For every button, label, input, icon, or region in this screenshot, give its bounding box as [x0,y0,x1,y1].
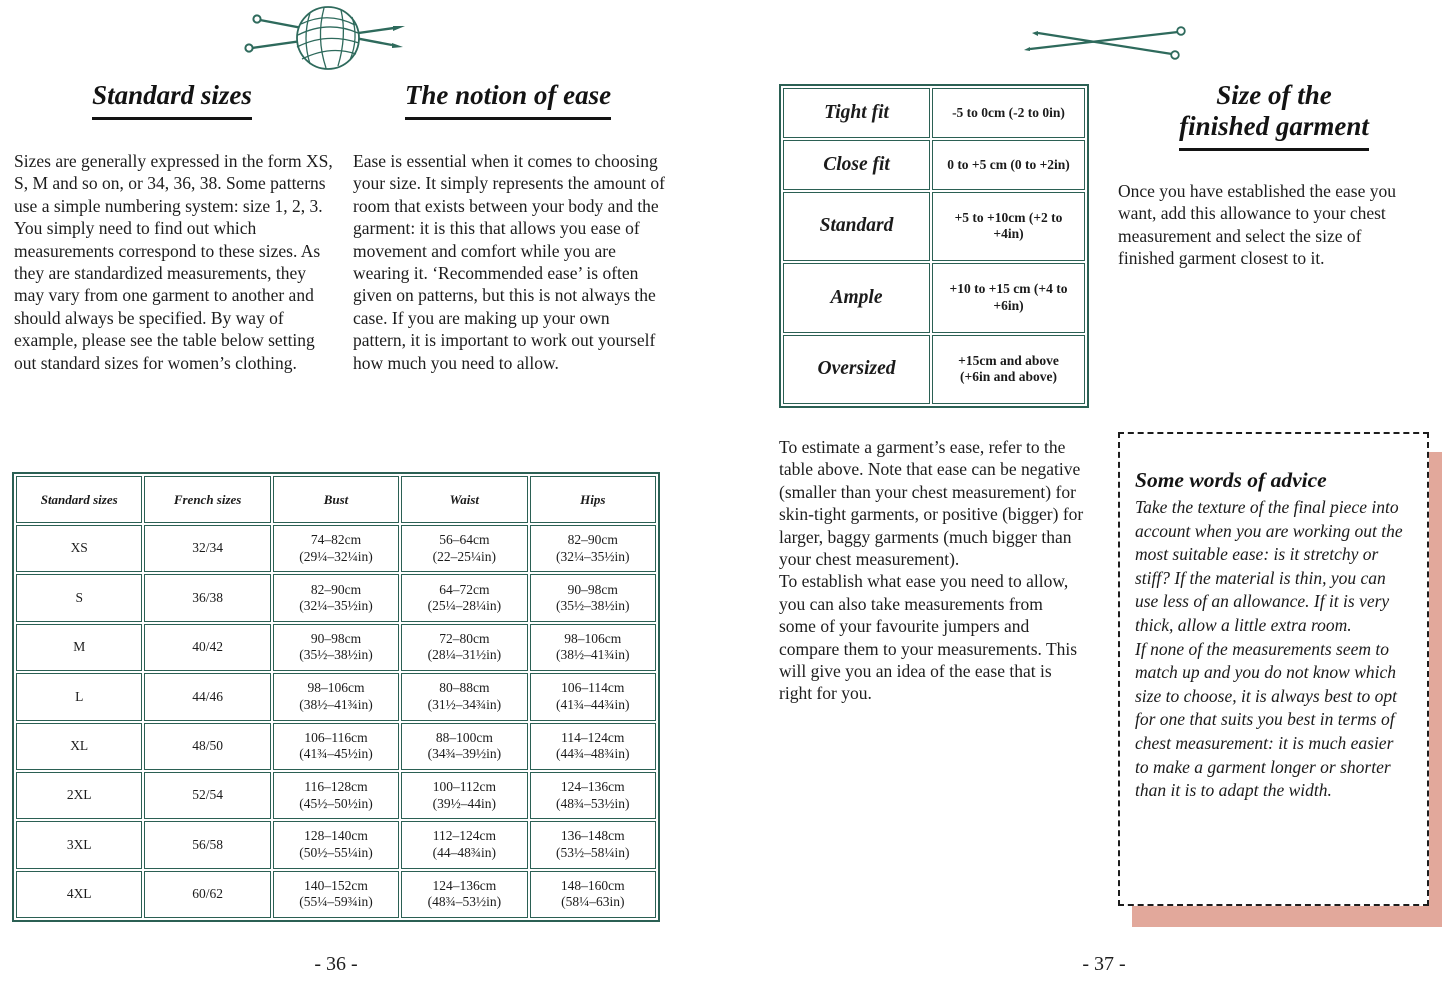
fit-value-cell: +10 to +15 cm (+4 to +6in) [932,263,1085,332]
bust-cell: 98–106cm (38½–41¾in) [273,673,399,720]
waist-cell: 100–112cm (39½–44in) [401,772,527,819]
ease-fit-table [779,84,1089,408]
size-cell: XL [16,723,142,770]
hips-cell: 114–124cm (44¾–48¾in) [530,723,656,770]
fit-label-cell: Ample [783,263,930,332]
waist-cell: 112–124cm (44–48¾in) [401,821,527,868]
finished-garment-heading-line2: finished garment [1179,111,1369,151]
fit-value-cell: -5 to 0cm (-2 to 0in) [932,88,1085,138]
column-header: Bust [273,476,399,523]
french-size-cell: 32/34 [144,525,270,572]
hips-cell: 106–114cm (41¾–44¾in) [530,673,656,720]
finished-garment-heading-line1: Size of the [1216,80,1332,110]
table-row [16,821,656,868]
bust-cell: 140–152cm (55¼–59¾in) [273,871,399,918]
column-header: Waist [401,476,527,523]
table-row [783,192,1085,261]
waist-cell: 88–100cm (34¾–39½in) [401,723,527,770]
crossed-knitting-needles-icon [1022,12,1190,64]
table-row [16,525,656,572]
ease-table-body [783,88,1085,404]
hips-cell: 82–90cm (32¼–35½in) [530,525,656,572]
paragraph: Take the texture of the final piece into account when you are working out the most suitable ease: is it stretchy or stiff? If the material is thin, you can use less of an allowance. If it is very thick, allow a little extra room. [1135,497,1403,635]
bust-cell: 106–116cm (41¾–45½in) [273,723,399,770]
fit-label-cell: Tight fit [783,88,930,138]
paragraph: To establish what ease you need to allow, you can also take measurements from some of your favourite jumpers and compare them to your measurements. This will give you an idea of the ease that is right for you. [779,571,1078,704]
notion-of-ease-heading-text: The notion of ease [405,80,611,120]
advice-box [1118,432,1429,906]
hips-cell: 136–148cm (53½–58¼in) [530,821,656,868]
french-size-cell: 48/50 [144,723,270,770]
size-cell: 3XL [16,821,142,868]
advice-box-heading: Some words of advice [1135,468,1327,492]
standard-sizes-paragraph [14,150,336,374]
french-size-cell: 52/54 [144,772,270,819]
fit-label-cell: Oversized [783,335,930,404]
bust-cell: 116–128cm (45½–50½in) [273,772,399,819]
sizes-table-header-row [16,476,656,523]
waist-cell: 80–88cm (31½–34¾in) [401,673,527,720]
notion-of-ease-paragraph [353,150,665,374]
page-number-right: - 37 - [1082,953,1126,975]
paragraph: To estimate a garment’s ease, refer to the table above. Note that ease can be negative (smaller than your chest measurement) for skin-tight garments, or positive (bigger) for larger, baggy garments (much bigger than your chest measurement). [779,437,1084,570]
waist-cell: 56–64cm (22–25¼in) [401,525,527,572]
table-row [16,871,656,918]
hips-cell: 90–98cm (35½–38½in) [530,574,656,621]
sizes-table-body [16,525,656,918]
size-cell: L [16,673,142,720]
paragraph: If none of the measurements seem to match up and you do not know which size to choose, it is always best to opt for one that suits you best in terms of chest measurement: it is much easier to make a garment longer or shorter than it is to adapt the width. [1135,638,1398,801]
french-size-cell: 40/42 [144,624,270,671]
table-row [16,772,656,819]
column-header: Standard sizes [16,476,142,523]
column-header: French sizes [144,476,270,523]
standard-sizes-heading [12,80,332,120]
table-row [783,335,1085,404]
table-row [16,624,656,671]
size-cell: 4XL [16,871,142,918]
table-row [783,263,1085,332]
page-number-left: - 36 - [314,953,358,975]
ease-explainer [779,436,1084,705]
hips-cell: 148–160cm (58¼–63in) [530,871,656,918]
waist-cell: 124–136cm (48¾–53½in) [401,871,527,918]
size-cell: M [16,624,142,671]
size-cell: XS [16,525,142,572]
hips-cell: 98–106cm (38½–41¾in) [530,624,656,671]
size-cell: S [16,574,142,621]
table-row [16,723,656,770]
table-row [16,574,656,621]
table-row [783,140,1085,190]
bust-cell: 74–82cm (29¼–32¼in) [273,525,399,572]
standard-sizes-heading-text: Standard sizes [92,80,252,120]
hips-cell: 124–136cm (48¾–53½in) [530,772,656,819]
fit-label-cell: Close fit [783,140,930,190]
bust-cell: 90–98cm (35½–38½in) [273,624,399,671]
french-size-cell: 44/46 [144,673,270,720]
table-row [16,673,656,720]
table-row [783,88,1085,138]
fit-value-cell: +15cm and above (+6in and above) [932,335,1085,404]
french-size-cell: 56/58 [144,821,270,868]
advice-paragraphs [1135,496,1411,803]
paragraph: Sizes are generally expressed in the form XS, S, M and so on, or 34, 36, 38. Some patterns use a simple numbering system: size 1, 2, 3. You simply need to find out which measurements correspond to these sizes. As they are standardized measurements, they may vary from one garment to another and should always be specified. By way of example, please see the table below setting out standard sizes for women’s clothing. [14,151,333,373]
fit-label-cell: Standard [783,192,930,261]
column-header: Hips [530,476,656,523]
paragraph: Ease is essential when it comes to choosing your size. It simply represents the amount of room that exists between your body and the garment: it is this that allows you ease of movement and comfort while you are wearing it. ‘Recommended ease’ is often given on patterns, but this is not always the case. If you are making up your own pattern, it is important to work out yourself how much you need to allow. [353,151,666,373]
waist-cell: 72–80cm (28¼–31½in) [401,624,527,671]
finished-garment-heading [1118,80,1430,151]
fit-value-cell: +5 to +10cm (+2 to +4in) [932,192,1085,261]
standard-sizes-table [12,472,660,922]
french-size-cell: 60/62 [144,871,270,918]
french-size-cell: 36/38 [144,574,270,621]
yarn-ball-with-needles-icon [240,2,406,74]
notion-of-ease-heading [350,80,666,120]
size-cell: 2XL [16,772,142,819]
paragraph: Once you have established the ease you want, add this allowance to your chest measurement and select the size of finished garment closest to it. [1118,181,1396,269]
bust-cell: 82–90cm (32¼–35½in) [273,574,399,621]
bust-cell: 128–140cm (50½–55¼in) [273,821,399,868]
waist-cell: 64–72cm (25¼–28¼in) [401,574,527,621]
fit-value-cell: 0 to +5 cm (0 to +2in) [932,140,1085,190]
finished-garment-paragraph [1118,180,1418,270]
